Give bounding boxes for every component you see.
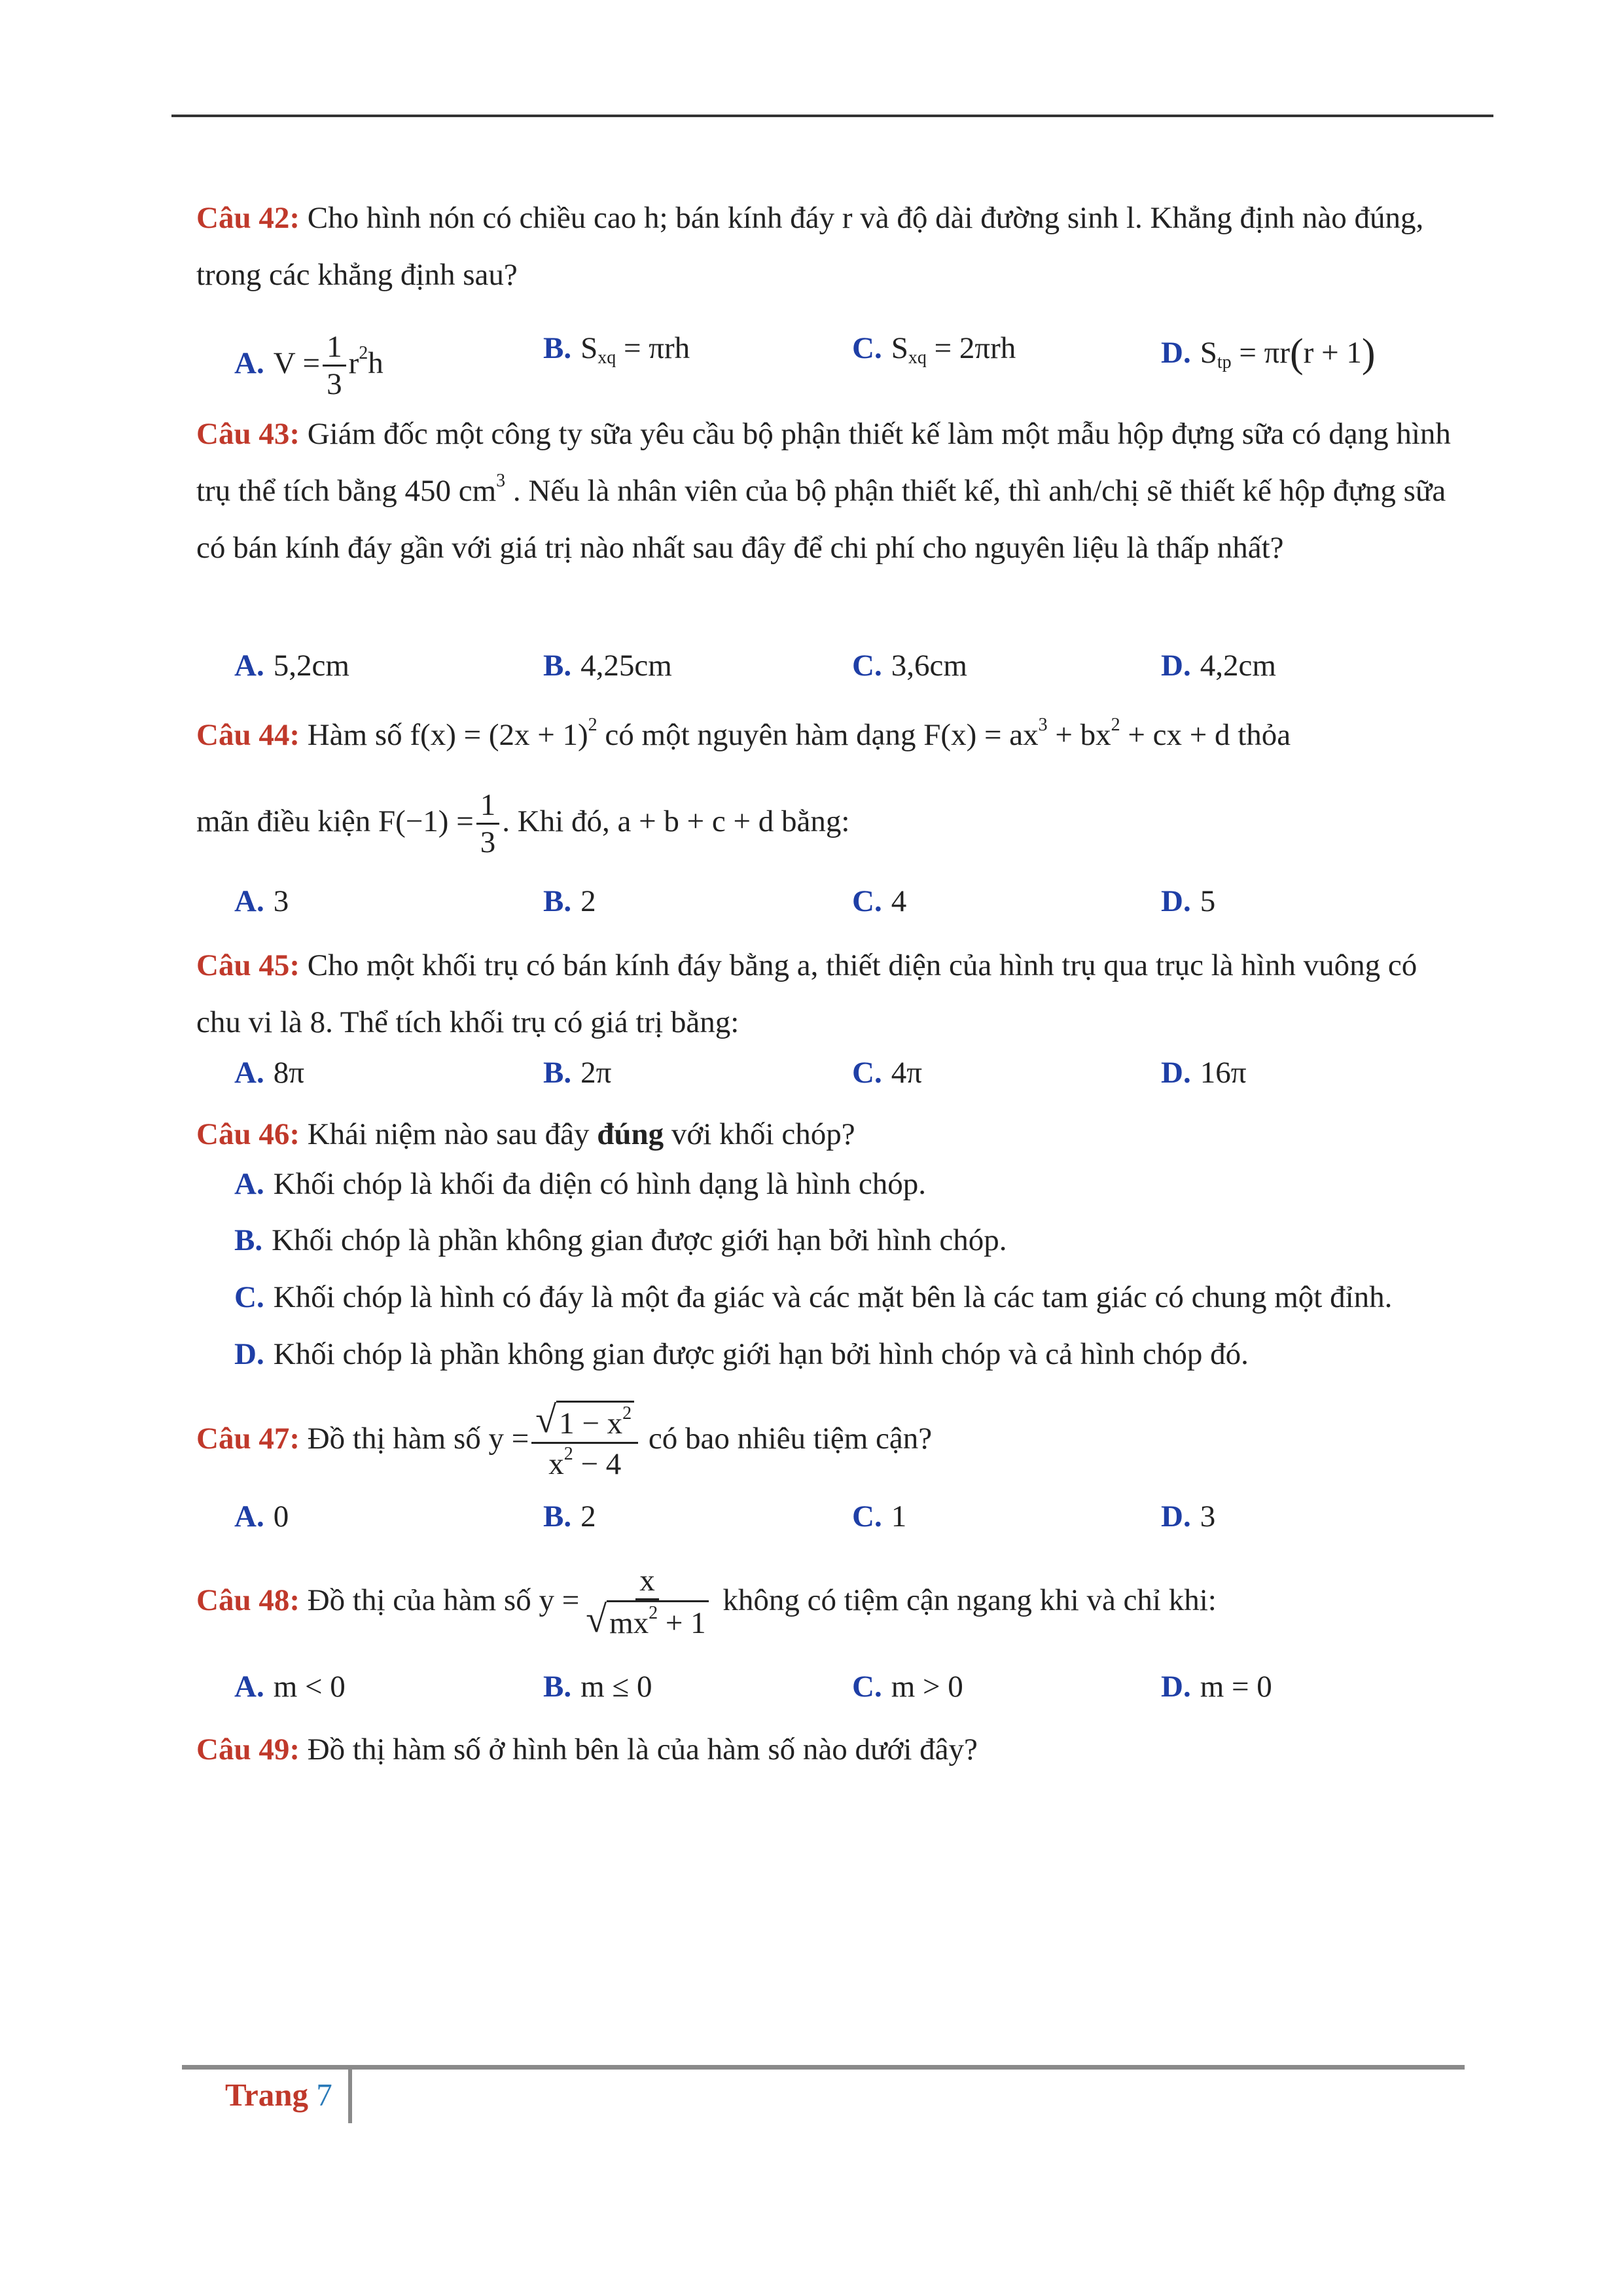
question-42 <box>196 190 1459 304</box>
fraction: x √ $mx^2 + 1$ <box>582 1564 712 1641</box>
question-48: Câu 48: Đồ thị của hàm số y = x √ $mx^2 + 1$ không có tiệm cận ngang khi và chỉ khi: <box>196 1564 1459 1641</box>
option-c: C. 4 <box>852 884 907 918</box>
option-c: C. Khối chóp là hình có đáy là một đa giác và các mặt bên là các tam giác có chung một đỉnh. <box>234 1280 1393 1314</box>
option-c: C. 1 <box>852 1499 907 1534</box>
question-47: Câu 47: Đồ thị hàm số y = √ $1 - x^2$ $x^2 - 4$ có bao nhiêu tiệm cận? <box>196 1398 933 1482</box>
option-a: A. 0 <box>234 1499 289 1534</box>
option-b: B. 4,25cm <box>543 649 672 683</box>
question-44-line-2: mãn điều kiện F(−1) = $\frac{1}{3}$ . Khi đó, a + b + c + d bằng: <box>196 788 850 859</box>
question-label: Câu 46: <box>196 1117 300 1151</box>
option-c: C. m > 0 <box>852 1670 963 1704</box>
question-44: Câu 44: Hàm số $f(x) = (2x + 1)^2$ có một nguyên hàm dạng $F(x) = ax^3 + bx^2$ + cx + d thỏa <box>196 715 1291 752</box>
question-label: Câu 44: <box>196 718 300 752</box>
footer-separator <box>348 2070 352 2123</box>
option-d: D. m = 0 <box>1161 1670 1272 1704</box>
header-rule <box>171 115 1493 117</box>
question-text: Đồ thị hàm số ở hình bên là của hàm số nào dưới đây? <box>299 1732 978 1767</box>
option-d: D. 3 <box>1161 1499 1216 1534</box>
option-d: D. 16π <box>1161 1056 1247 1090</box>
question-46: Câu 46: Khái niệm nào sau đây đúng với khối chóp? <box>196 1117 855 1151</box>
option-b: B. Khối chóp là phần không gian được giới hạn bởi hình chóp. <box>234 1223 1007 1257</box>
option-c: C. $S_{xq} = 2\pi rh$ <box>852 331 1016 368</box>
answer-row-43 <box>234 648 1478 687</box>
option-d: D. $S_{tp} = \pi r(r + 1)$ <box>1161 331 1376 376</box>
option-a: A. 3 <box>234 884 289 918</box>
question-label: Câu 42: <box>196 201 300 235</box>
question-label: Câu 47: <box>196 1422 300 1456</box>
question-49 <box>196 1721 1459 1778</box>
option-a: A. 8π <box>234 1056 304 1090</box>
option-d: D. Khối chóp là phần không gian được giới hạn bởi hình chóp và cả hình chóp đó. <box>234 1337 1249 1371</box>
sqrt: √ $1 - x^2$ <box>535 1401 634 1442</box>
question-43: Câu 43: Giám đốc một công ty sữa yêu cầu bộ phận thiết kế làm một mẫu hộp đựng sữa có dạng hình trụ thể tích bằng 450 $cm^3$ . Nếu là nhân viên của bộ phận thiết kế, thì anh/chị sẽ thiết kế hộp đựng sữa có bán kính đáy gần với giá trị nào nhất sau đây để chi phí cho nguyên liệu là thấp nhất? <box>196 417 1451 565</box>
option-b: B. 2π <box>543 1056 612 1090</box>
option-d: D. 4,2cm <box>1161 649 1276 683</box>
option-b: B. m ≤ 0 <box>543 1670 652 1704</box>
fraction: √ $1 - x^2$ $x^2 - 4$ <box>531 1401 638 1482</box>
option-c: C. 3,6cm <box>852 649 967 683</box>
question-45 <box>196 937 1459 1051</box>
question-label: Câu 45: <box>196 948 300 982</box>
footer-rule <box>182 2065 1465 2070</box>
fraction: $\frac{1}{3}$ <box>476 789 500 860</box>
answer-row-44 <box>234 884 1478 923</box>
option-a: A. Khối chóp là khối đa diện có hình dạng là hình chóp. <box>234 1167 926 1201</box>
option-a: A. V = $\frac{1}{3}$ $r^2h$ <box>234 330 383 401</box>
answer-row-45 <box>234 1055 1478 1094</box>
question-text: Cho một khối trụ có bán kính đáy bằng a, thiết diện của hình trụ qua trục là hình vuông có chu vi là 8. Thể tích khối trụ có giá trị bằng: <box>196 948 1418 1039</box>
answer-row-48 <box>234 1669 1478 1708</box>
question-label: Câu 49: <box>196 1732 300 1767</box>
answer-row-42 <box>234 330 1478 401</box>
option-b: B. $S_{xq} = \pi rh$ <box>543 331 690 368</box>
option-a: A. m < 0 <box>234 1670 346 1704</box>
question-label: Câu 43: <box>196 417 300 451</box>
question-label: Câu 48: <box>196 1583 300 1617</box>
page-number: Trang 7 <box>225 2077 332 2113</box>
option-b: B. 2 <box>543 1499 596 1534</box>
option-b: B. 2 <box>543 884 596 918</box>
option-c: C. 4π <box>852 1056 922 1090</box>
answer-row-47 <box>234 1499 1478 1538</box>
fraction: $\frac{1}{3}$ <box>323 331 346 402</box>
question-text: Giám đốc một công ty sữa yêu cầu bộ phận thiết kế làm một mẫu hộp đựng sữa có dạng hình trụ thể tích bằng 450 cm <box>196 417 1451 508</box>
option-a: A. 5,2cm <box>234 649 349 683</box>
question-text: Cho hình nón có chiều cao h; bán kính đáy r và độ dài đường sinh l. Khẳng định nào đúng, trong các khẳng định sau? <box>196 201 1424 292</box>
sqrt: √ $mx^2 + 1$ <box>586 1600 708 1641</box>
option-d: D. 5 <box>1161 884 1216 918</box>
